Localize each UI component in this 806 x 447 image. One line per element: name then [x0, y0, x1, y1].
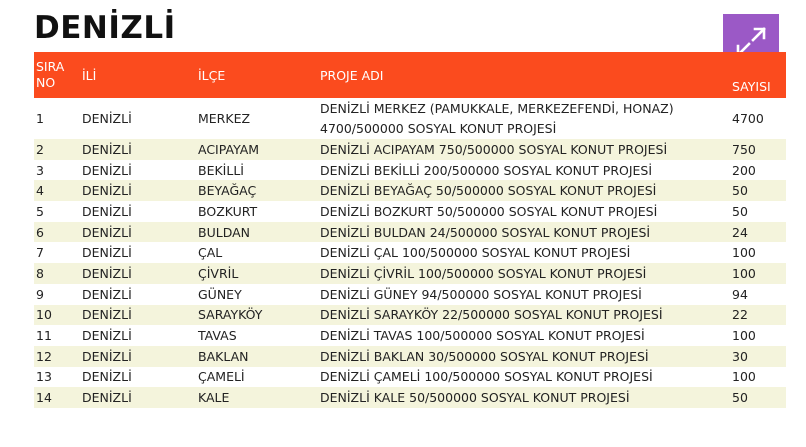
- cell-no: 7: [36, 245, 44, 261]
- cell-il: DENİZLİ: [82, 328, 132, 344]
- cell-il: DENİZLİ: [82, 110, 132, 126]
- cell-proje: DENİZLİ ÇAL 100/500000 SOSYAL KONUT PROJESİ: [320, 245, 631, 261]
- cell-proje: DENİZLİ ÇİVRİL 100/500000 SOSYAL KONUT PROJESİ: [320, 265, 647, 281]
- cell-no: 9: [36, 286, 44, 302]
- cell-il: DENİZLİ: [82, 265, 132, 281]
- table-row: [34, 222, 786, 243]
- cell-proje: DENİZLİ SARAYKÖY 22/500000 SOSYAL KONUT PROJESİ: [320, 307, 663, 323]
- cell-proje: DENİZLİ BEYAĞAÇ 50/500000 SOSYAL KONUT PROJESİ: [320, 183, 657, 199]
- cell-il: DENİZLİ: [82, 141, 132, 157]
- cell-proje: [318, 98, 730, 139]
- table-row: [34, 180, 786, 201]
- cell-ilce: ÇAMELİ: [198, 369, 245, 385]
- cell-il: DENİZLİ: [82, 286, 132, 302]
- cell-ilce: BULDAN: [198, 224, 250, 240]
- table-row: [34, 242, 786, 263]
- cell-no: 13: [36, 369, 52, 385]
- cell-no: 2: [36, 141, 44, 157]
- cell-sayi: 100: [732, 245, 756, 261]
- cell-sayi: 750: [732, 141, 756, 157]
- header-il: İLİ: [82, 67, 97, 83]
- cell-sayi: 30: [732, 348, 748, 364]
- cell-il: DENİZLİ: [82, 203, 132, 219]
- cell-proje: DENİZLİ BOZKURT 50/500000 SOSYAL KONUT PROJESİ: [320, 203, 658, 219]
- cell-il: DENİZLİ: [82, 307, 132, 323]
- table-row: [34, 98, 786, 139]
- cell-no: 14: [36, 390, 52, 406]
- cell-ilce: TAVAS: [198, 328, 237, 344]
- cell-ilce: BEKİLLİ: [198, 162, 244, 178]
- cell-ilce: KALE: [198, 390, 230, 406]
- table-header-row: [34, 52, 786, 98]
- cell-ilce: BAKLAN: [198, 348, 249, 364]
- cell-proje: DENİZLİ BULDAN 24/500000 SOSYAL KONUT PROJESİ: [320, 224, 651, 240]
- page-title: DENİZLİ: [34, 10, 176, 46]
- header-sayisi: SAYISI: [732, 79, 771, 94]
- cell-proje: DENİZLİ BAKLAN 30/500000 SOSYAL KONUT PROJESİ: [320, 348, 649, 364]
- cell-no: 1: [36, 110, 44, 126]
- cell-no: 11: [36, 328, 52, 344]
- cell-sayi: 100: [732, 328, 756, 344]
- projects-table: [34, 52, 786, 408]
- cell-sayi: 24: [732, 224, 748, 240]
- cell-sayi: 200: [732, 162, 756, 178]
- table-row: [34, 325, 786, 346]
- table-row: [34, 387, 786, 408]
- table-row: [34, 367, 786, 388]
- cell-ilce: BOZKURT: [198, 203, 258, 219]
- cell-ilce: SARAYKÖY: [198, 307, 263, 323]
- cell-proje: DENİZLİ KALE 50/500000 SOSYAL KONUT PROJESİ: [320, 390, 630, 406]
- table-row: [34, 139, 786, 160]
- cell-proje: DENİZLİ ACIPAYAM 750/500000 SOSYAL KONUT PROJESİ: [320, 141, 668, 157]
- cell-il: DENİZLİ: [82, 162, 132, 178]
- cell-sayi: 100: [732, 369, 756, 385]
- cell-ilce: ÇİVRİL: [198, 265, 239, 281]
- cell-il: DENİZLİ: [82, 369, 132, 385]
- cell-sayi: 100: [732, 265, 756, 281]
- cell-proje-line1: DENİZLİ MERKEZ (PAMUKKALE, MERKEZEFENDİ, HONAZ): [320, 100, 674, 116]
- table-row: [34, 263, 786, 284]
- cell-il: DENİZLİ: [82, 183, 132, 199]
- cell-no: 12: [36, 348, 52, 364]
- cell-sayi: 50: [732, 183, 748, 199]
- cell-sayi: 50: [732, 203, 748, 219]
- cell-no: 6: [36, 224, 44, 240]
- header-proje-adi: PROJE ADI: [320, 67, 384, 83]
- cell-no: 4: [36, 183, 44, 199]
- cell-proje: DENİZLİ ÇAMELİ 100/500000 SOSYAL KONUT PROJESİ: [320, 369, 653, 385]
- cell-il: DENİZLİ: [82, 390, 132, 406]
- cell-proje: DENİZLİ TAVAS 100/500000 SOSYAL KONUT PROJESİ: [320, 328, 645, 344]
- cell-proje-line2: 4700/500000 SOSYAL KONUT PROJESİ: [320, 120, 557, 136]
- header-sira-no: [34, 52, 80, 98]
- cell-no: 3: [36, 162, 44, 178]
- table-row: [34, 346, 786, 367]
- table-row: [34, 284, 786, 305]
- cell-ilce: MERKEZ: [198, 110, 251, 126]
- cell-ilce: ACIPAYAM: [198, 141, 260, 157]
- cell-ilce: BEYAĞAÇ: [198, 183, 257, 199]
- cell-ilce: GÜNEY: [198, 286, 242, 302]
- cell-sayi: 4700: [732, 110, 764, 126]
- cell-il: DENİZLİ: [82, 224, 132, 240]
- cell-ilce: ÇAL: [198, 245, 223, 261]
- cell-proje: DENİZLİ GÜNEY 94/500000 SOSYAL KONUT PROJESİ: [320, 286, 642, 302]
- cell-no: 10: [36, 307, 52, 323]
- table-row: [34, 160, 786, 181]
- cell-no: 5: [36, 203, 44, 219]
- cell-proje: DENİZLİ BEKİLLİ 200/500000 SOSYAL KONUT PROJESİ: [320, 162, 653, 178]
- table-row: [34, 305, 786, 326]
- header-sira-line2: NO: [36, 75, 56, 90]
- cell-sayi: 94: [732, 286, 748, 302]
- cell-no: 8: [36, 265, 44, 281]
- cell-il: DENİZLİ: [82, 245, 132, 261]
- header-ilce: İLÇE: [198, 67, 226, 83]
- header-sira-line1: SIRA: [36, 59, 65, 74]
- table-row: [34, 201, 786, 222]
- cell-sayi: 50: [732, 390, 748, 406]
- cell-il: DENİZLİ: [82, 348, 132, 364]
- cell-sayi: 22: [732, 307, 748, 323]
